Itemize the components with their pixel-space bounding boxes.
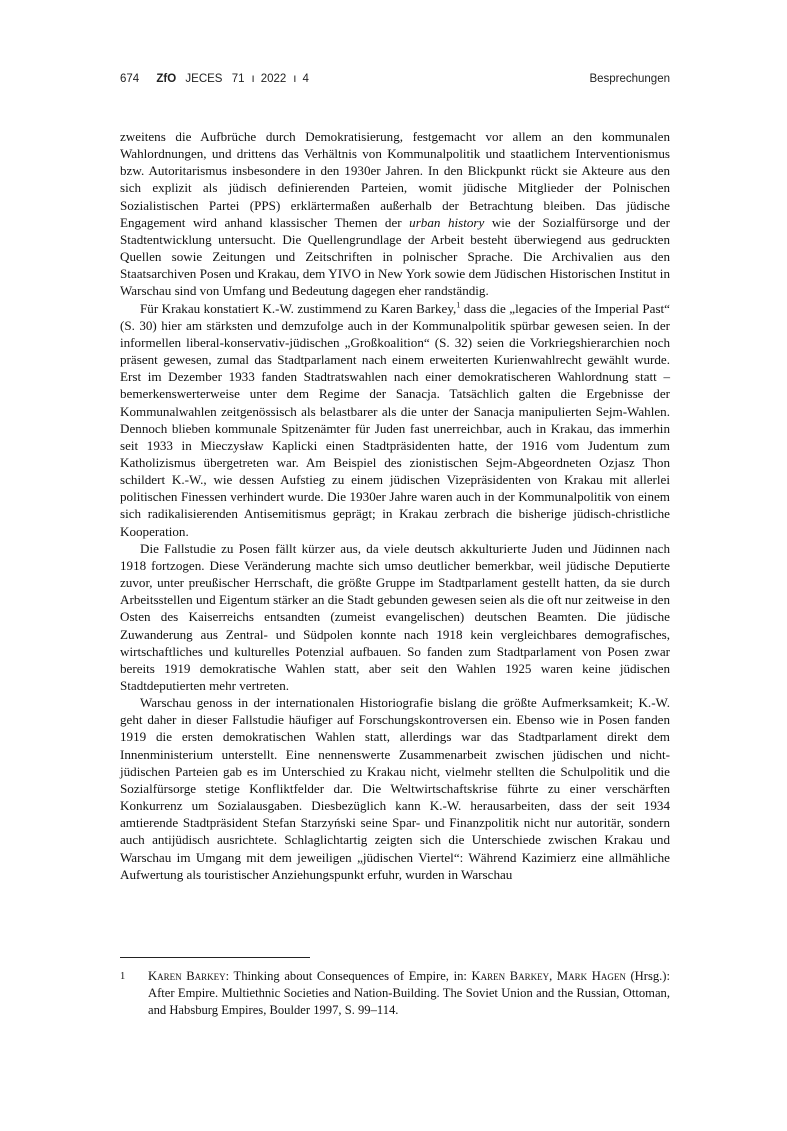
volume: 71 [231,73,245,85]
paragraph [120,300,670,540]
text-run: Die Fallstudie zu Posen fällt kürzer aus, da viele deutsch akkulturierte Juden und Jüdinnen nach 1918 fortzogen. Diese Veränderung machte sich umso deutlicher bemerkbar, weil jüdische Deputierte zuvor, unter preußischer Herrschaft, die größte Gruppe im Stadtparlament gestellt hatten, da sie durch Arbeitsstellen und Eigentum stärker an die Stadt gebunden gewesen seien als die oft nur zeitweise in den Osten des Kaiserreichs entsandten (zumeist evangelischen) deutschen Beamten. Die jüdische Zuwanderung aus Zentral- und Südpolen konnte nach 1918 kein vergleichbares demografisches, wirtschaftliches und kulturelles Potenzial aufbauen. So fanden zum Stadtparlament von Posen zwar bereits 1919 demokratische Wahlen statt, aber seit den Wahlen 1925 waren keine jüdischen Stadtdeputierten mehr vertreten. [120,540,670,693]
paragraph [120,128,670,300]
running-header [120,73,670,91]
issue: 4 [302,73,309,85]
author-name: Karen Barkey [148,969,226,983]
text-run: (Hrsg.): After Empire. Multiethnic Societies and Nation-Building. The Soviet Union and the Russian, Ottoman, and Habsburg Empires, Boulder 1997, S. 99–114. [148,969,670,1017]
text-run: , [549,969,557,983]
text-run: Für Krakau konstatiert K.-W. zustimmend zu Karen Barkey, [140,300,457,316]
year: 2022 [260,73,287,85]
text-run: : Thinking about Consequences of Empire, in: [225,969,472,983]
section-title: Besprechungen [589,73,670,85]
footnote-number: 1 [120,971,126,982]
paragraph [120,540,670,694]
main-text [120,128,670,883]
footnote-text [148,968,670,1019]
text-run: zweitens die Aufbrüche durch Demokratisierung, festgemacht vor allem an den kommunalen Wahlordnungen, und drittens das Verhältnis von Kommunalpolitik und staatlichem Interventionismus bzw. Autoritarismus insbesondere in den 1930er Jahren. In den Blickpunkt rückt sie Akteure aus den sich explizit als jüdisch definierenden Parteien, womit jüdische Mitglieder der Polnischen Sozialistischen Partei (PPS) erklärtermaßen außerhalb der Betrachtung bleiben. Das jüdische Engagement wird anhand klassischer Themen der [120,129,670,230]
journal-abbreviation: ZfO [156,73,177,85]
footnote [120,968,670,1019]
author-name: Mark Hagen [556,969,626,983]
text-run: wie der Sozialfürsorge und der Stadtentwicklung untersucht. Die Quellengrundlage der Arbeit besteht überwiegend aus gedruckten Quellen sowie Zeitungen und Zeitschriften in polnischer Sprache. Die Archivalien aus den Staatsarchiven Posen und Krakau, dem YIVO in New York sowie dem Jüdischen Historischen Institut in Warschau sind von Umfang und Bedeutung dagegen eher randständig. [120,214,670,299]
journal-subtitle: JECES [185,73,223,85]
header-left [120,73,321,85]
page-number: 674 [120,73,140,85]
footnote-ref[interactable]: 1 [456,300,461,310]
paragraph [120,694,670,883]
text-run: dass die „legacies of the Imperial Past“ (S. 30) hier am stärksten und demzufolge auch in der Kommunalpolitik spürbar gewesen seien. In der informellen liberal-konservativ-jüdischen „Großkoalition“ (S. 32) seien die Vorkriegshierarchien noch präsent gewesen, zumal das Stadtparlament nach einem erweiterten Kurienwahlrecht gewählt wurde. Erst im Dezember 1933 fanden Stadtratswahlen nach einer demokratischeren Wahlordnung statt – bemerkenswerterweise unter dem Regime der Sanacja. Tatsächlich galten die Ergebnisse der Kommunalwahlen zeitgenössisch als belastbarer als die unter der Sanacja manipulierten Sejm-Wahlen. Dennoch blieben kommunale Spitzenämter für Juden fast unerreichbar, auch in Krakau, das immerhin seit 1933 in Mieczysław Kaplicki einen Stadtpräsidenten hatte, der 1916 vom Judentum zum Katholizismus übergetreten war. Am Beispiel des zionistischen Sejm-Abgeordneten Ozjasz Thon schildert K.-W., wie dessen Aufstieg zu einem jüdischen Vizepräsidenten von Krakau mit allerlei politischen Finessen verhindert wurde. Die 1930er Jahre waren auch in der Kommunalpolitik von einem sich radikalisierenden Antisemitismus geprägt; in Krakau zerbrach die bisherige jüdisch-christliche Kooperation. [120,300,670,539]
italic-term: urban history [409,214,485,230]
volume-issue: 71 ı 2022 ı 4 [231,73,309,85]
author-name: Karen Barkey [471,969,550,983]
footnote-divider [120,957,310,958]
text-run: Warschau genoss in der internationalen Historiografie bislang die größte Aufmerksamkeit; K.-W. geht daher in dieser Fallstudie häufiger auf Forschungskontroversen ein. Ebenso wie in Posen fanden 1919 die ersten demokratischen Wahlen statt, allerdings war das Stadtparlament direkt dem Innenministerium unterstellt. Eine nennenswerte Zusammenarbeit zwischen jüdischen und nicht-jüdischen Parteien gab es im Unterschied zu Krakau nicht, vielmehr stellten die Schulpolitik und die Sozialfürsorge stetige Konfliktfelder dar. Die Weltwirtschaftskrise führte zu einer verschärften Konkurrenz um Sozialausgaben. Diesbezüglich kann K.-W. herausarbeiten, dass der seit 1934 amtierende Stadtpräsident Stefan Starzyński seine Spar- und Finanzpolitik nicht nur autoritär, sondern auch antijüdisch ausrichtete. Schlaglichtartig zeigten sich die Unterschiede zwischen Krakau und Warschau im Umgang mit dem jeweiligen „jüdischen Viertel“: Während Kazimierz eine allmähliche Aufwertung als touristischer Anziehungspunkt erfuhr, wurden in Warschau [120,695,670,882]
